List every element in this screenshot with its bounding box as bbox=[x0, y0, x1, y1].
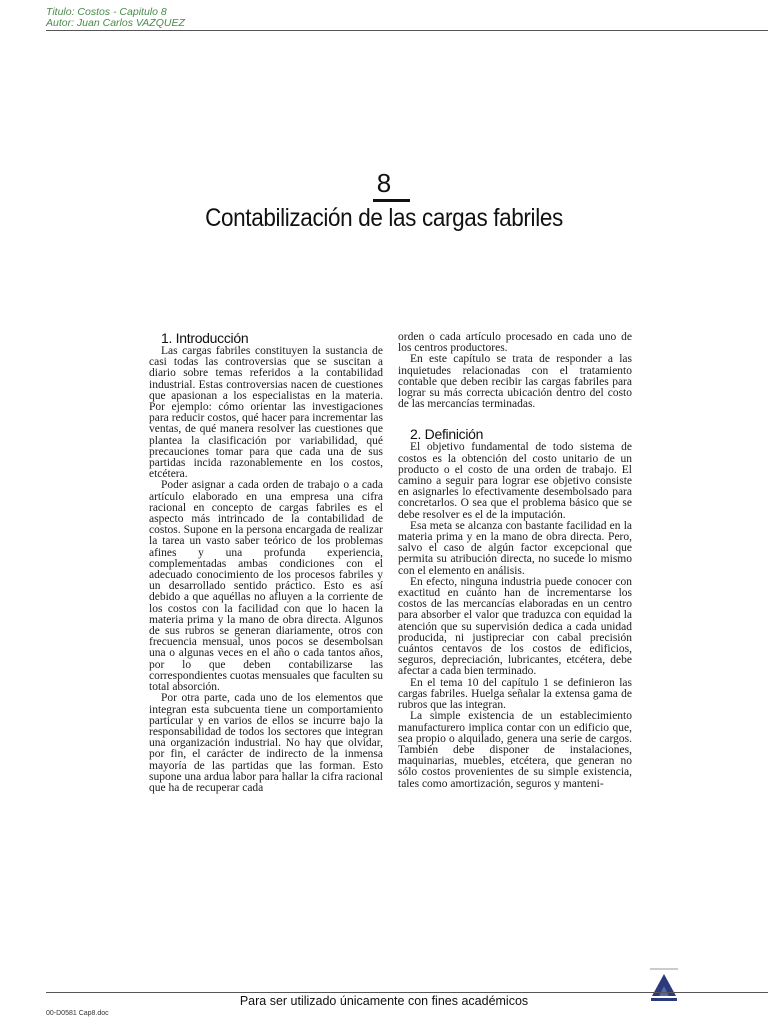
chapter-title: Contabilización de las cargas fabriles bbox=[205, 204, 563, 232]
paragraph-continuation: orden o cada artículo procesado en cada uno de los centros productores. bbox=[398, 331, 632, 355]
section-heading-definicion: 2. Definición bbox=[410, 426, 484, 443]
paragraph: La simple existencia de un establecimiento manufacturero implica contar con un edificio que, sea propio o alquilado, genera una serie de cargos. También debe disponer de instalaciones, maquinarias, muebles, etcétera, que generan no sólo costos provenientes de su simple existencia, tales como amortización, seguros y manteni- bbox=[398, 710, 632, 790]
chapter-number: 8 bbox=[376, 168, 392, 198]
paragraph: En el tema 10 del capítulo 1 se definieron las cargas fabriles. Huelga señalar la extensa gama de rubros que las integran. bbox=[398, 676, 632, 712]
paragraph: Poder asignar a cada orden de trabajo o a cada artículo elaborado en una empresa una cifra racional en concepto de cargas fabriles es el aspecto más intrincado de la contabilidad de costos. Supone en la persona encargada de realizar la tarea un vasto saber teórico de los problemas afines y una profunda experiencia, complementadas ambas condiciones con el adecuado conocimiento de los procesos fabriles y un desarrollado sentido práctico. Esto es así debido a que aquéllas no afluyen a la corriente de los costos con la facilidad con que lo hacen la materia prima y la mano de obra directa. Algunos de sus rubros se generan diariamente, otros con frecuencia mensual, unos pocos se desembolsan una o algunas veces en el año o cada tantos años, por lo que deben contabilizarse las correspondientes cuotas mensuales que faculten su total absorción. bbox=[149, 479, 383, 694]
paragraph: En este capítulo se trata de responder a las inquietudes relacionadas con el tratamiento contable que deben recibir las cargas fabriles para lograr su más correcta ubicación dentro del costo de las mercancías terminadas. bbox=[398, 353, 632, 411]
footer-divider bbox=[46, 992, 768, 993]
paragraph: Esa meta se alcanza con bastante facilidad en la materia prima y en la mano de obra directa. Pero, salvo el caso de algún factor excepcional que permita su atribución directa, no sucede lo mismo con el elemento en análisis. bbox=[398, 519, 632, 577]
right-text-column bbox=[398, 332, 632, 790]
section-heading-introduccion: 1. Introducción bbox=[161, 330, 249, 346]
paragraph: En efecto, ninguna industria puede conocer con exactitud en cuánto han de incrementarse los costos de las mercancías elaboradas en un centro para absorber el valor que traduzca con equidad la atención que su supervisión dedica a cada unidad producida, ni justipreciar con cabal precisión cuántos centavos de los costos de edificios, seguros, depreciación, lubricantes, etcétera, debe afectar a cada bien terminado. bbox=[398, 575, 632, 678]
header-title-line: Titulo: Costos - Capitulo 8 bbox=[46, 6, 167, 18]
paragraph: Las cargas fabriles constituyen la sustancia de casi todas las controversias que se suscitan a diario sobre temas referidos a la contabilidad industrial. Estas controversias nacen de cuestiones que apasionan a los especialistas en la materia. Por ejemplo: cómo orientar las investigaciones para reducir costos, qué hacer para incrementar las ventas, de qué manera resolver las cuestiones que plantea la clasificación por variabilidad, qué precauciones tomar para que cada una de sus partidas incida razonablemente en los costos, etcétera. bbox=[149, 345, 383, 481]
chapter-number-underline bbox=[373, 199, 410, 202]
footer-doc-code: 00-D0581 Cap8.doc bbox=[46, 1010, 109, 1017]
paragraph: Por otra parte, cada uno de los elementos que integran esta subcuenta tiene un comportamiento particular y en varios de ellos se incurre bajo la responsabilidad de todos los sectores que integran una organización industrial. No hay que olvidar, por fin, el carácter de indirecto de la inmensa mayoría de las partidas que las forman. Esto supone una ardua labor para hallar la cifra racional que ha de recuperar cada bbox=[149, 692, 383, 794]
footer-notice: Para ser utilizado únicamente con fines académicos bbox=[239, 994, 529, 1008]
header-divider bbox=[46, 30, 768, 31]
paragraph: El objetivo fundamental de todo sistema de costos es la obtención del costo unitario de un producto o el costo de una orden de trabajo. El camino a seguir para lograr ese objetivo consiste en asignarles lo efectivamente desembolsado para concretarlos. O sea que el problema básico que se debe resolver es el de la imputación. bbox=[398, 441, 632, 521]
left-text-column bbox=[149, 330, 383, 794]
header-author-line: Autor: Juan Carlos VAZQUEZ bbox=[46, 17, 185, 29]
